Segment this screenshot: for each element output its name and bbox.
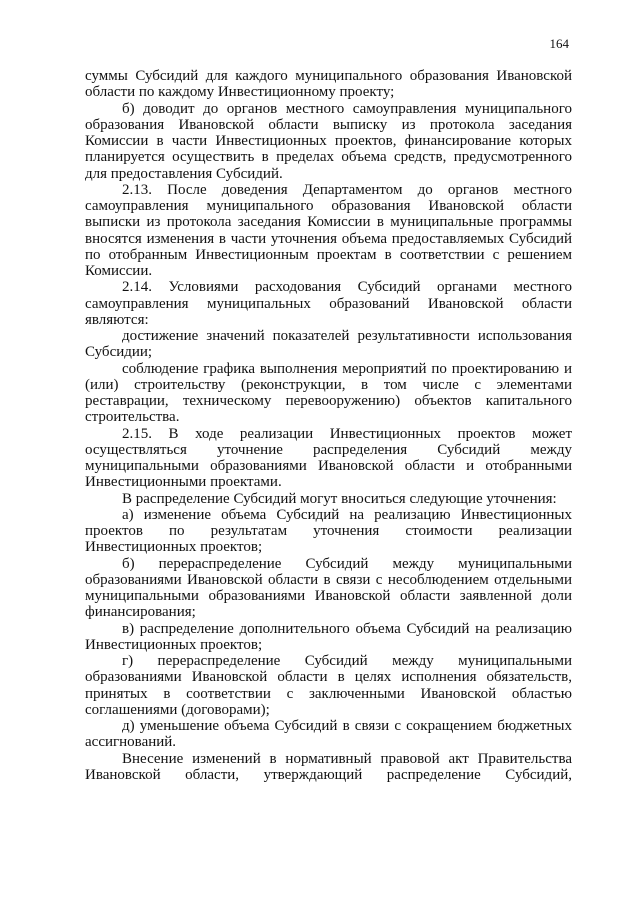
paragraph-item-b-protocol-extract: б) доводит до органов местного самоуправления муниципального образования Ивановской области выписку из протокола заседания Комиссии в части Инвестиционных проектов, финансирование которых планируется осуществить в пределах объема средств, предусмотренного для предоставления Субсидий. — [85, 100, 572, 182]
paragraph-2-13: 2.13. После доведения Департаментом до органов местного самоуправления муниципального образования Ивановской области выписки из протокола заседания Комиссии в муниципальные программы вносятся изменения в части уточнения объема предоставляемых Субсидий по отобранным Инвестиционным проектам в соответствии с решением Комиссии. — [85, 181, 572, 279]
document-body — [85, 68, 572, 783]
paragraph-clarification-g: г) перераспределение Субсидий между муниципальными образованиями Ивановской области в целях исполнения обязательств, принятых в соответствии с заключенными Ивановской областью соглашениями (договорами); — [85, 653, 572, 718]
paragraph-condition-schedule: соблюдение графика выполнения мероприятий по проектированию и (или) строительству (реконструкции, в том числе с элементами реставрации, техническому перевооружению) объектов капитального строительства. — [85, 360, 572, 426]
paragraph-clarifications-intro: В распределение Субсидий могут вноситься следующие уточнения: — [122, 490, 557, 507]
paragraph-clarification-b: б) перераспределение Субсидий между муниципальными образованиями Ивановской области в связи с несоблюдением отдельными муниципальными образованиями Ивановской области заявленной доли финансирования; — [85, 555, 572, 621]
paragraph-amendments: Внесение изменений в нормативный правовой акт Правительства Ивановской области, утверждающий распределение Субсидий, — [85, 750, 572, 783]
paragraph-2-15: 2.15. В ходе реализации Инвестиционных проектов может осуществляться уточнение распределения Субсидий между муниципальными образованиями Ивановской области и отобранными Инвестиционными проектами. — [85, 425, 572, 491]
paragraph-condition-indicators: достижение значений показателей результативности использования Субсидии; — [85, 328, 572, 361]
paragraph-subsidy-amounts: суммы Субсидий для каждого муниципального образования Ивановской области по каждому Инвестиционному проекту; — [85, 68, 572, 101]
paragraph-clarification-d: д) уменьшение объема Субсидий в связи с сокращением бюджетных ассигнований. — [85, 718, 572, 751]
page-number: 164 — [549, 36, 569, 51]
paragraph-clarification-a: а) изменение объема Субсидий на реализацию Инвестиционных проектов по результатам уточнения стоимости реализации Инвестиционных проектов; — [85, 506, 572, 556]
paragraph-clarification-v: в) распределение дополнительного объема Субсидий на реализацию Инвестиционных проектов; — [85, 620, 572, 653]
paragraph-2-14: 2.14. Условиями расходования Субсидий органами местного самоуправления муниципальных образований Ивановской области являются: — [85, 279, 572, 328]
